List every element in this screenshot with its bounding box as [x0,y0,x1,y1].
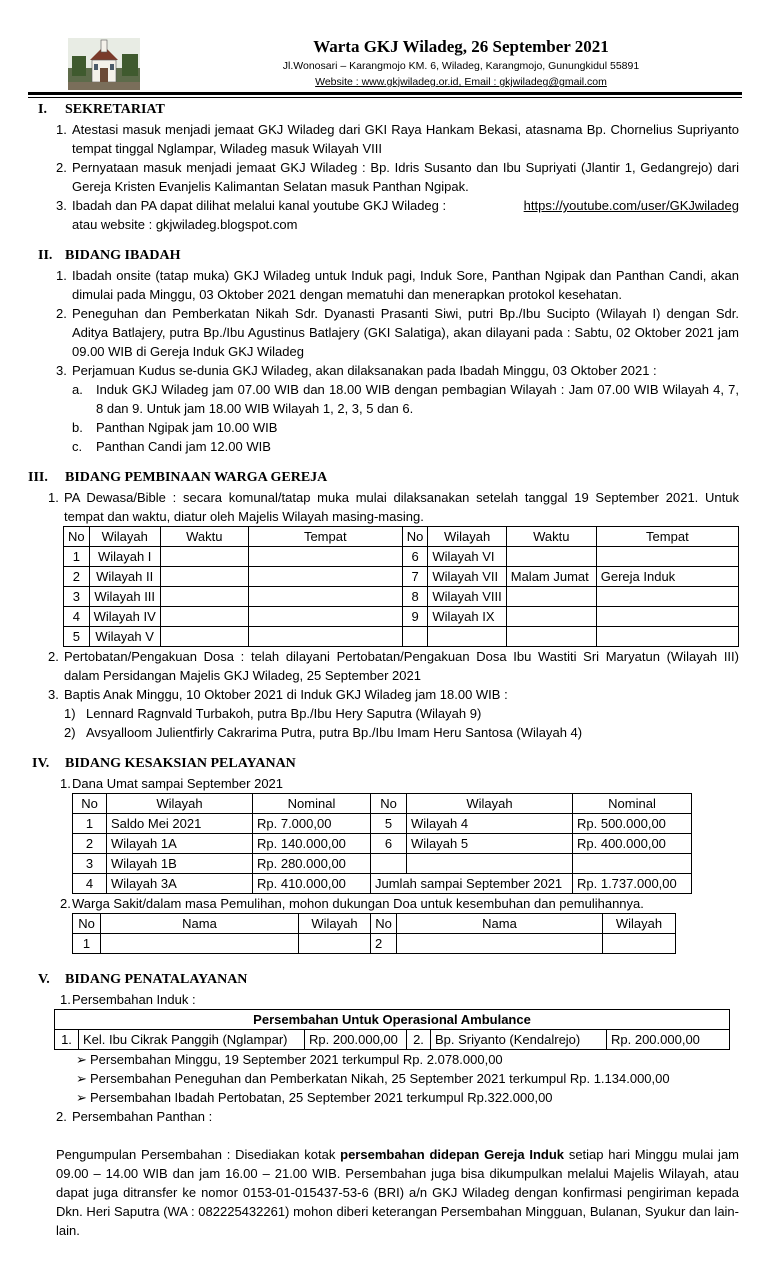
table-header-row: Persembahan Untuk Operasional Ambulance [55,1010,730,1030]
website-link[interactable]: Website : www.gkjwiladeg.or.id [315,76,459,88]
warga-sakit-table [72,913,676,954]
list-item: ➢ Persembahan Ibadah Pertobatan, 25 September 2021 terkumpul Rp.322.000,00 [76,1090,553,1105]
closing-paragraph: Pengumpulan Persembahan : Disediakan kotak persembahan didepan Gereja Induk setiap hari Minggu mulai jam 09.00 – 14.00 WIB dan jam 16.00 – 21.00 WIB. Persembahan juga bisa dikumpulkan melalui Majelis Wilayah, atau dapat juga ditransfer ke nomor 0153-01-015437-53-6 (BRI) a/n GKJ Wiladeg dengan konfirmasi pengiriman kepada Dkn. Heri Saputra (WA : 082225432261) mohon diberi keterangan Persembahan Mingguan, Bulanan, Syukur dan lain-lain. [56,1147,740,1238]
church-address: Jl.Wonosari – Karangmojo KM. 6, Wiladeg, Karangmojo, Gunungkidul 55891 [282,60,640,72]
section-heading-2: II. BIDANG IBADAH [38,248,181,263]
list-item: 3. Baptis Anak Minggu, 10 Oktober 2021 di Induk GKJ Wiladeg jam 18.00 WIB : [48,687,508,702]
list-item: ➢ Persembahan Peneguhan dan Pemberkatan Nikah, 25 September 2021 terkumpul Rp. 1.134.000,00 [76,1071,670,1086]
table-row: 3 Wilayah III 8 Wilayah VIII [64,587,739,607]
table-row: 2 Wilayah 1A Rp. 140.000,00 6 Wilayah 5 Rp. 400.000,00 [73,834,692,854]
section-heading-4: IV. BIDANG KESAKSIAN PELAYANAN [32,756,296,771]
total-value: Rp. 1.737.000,00 [573,874,692,894]
section-heading-5: V. BIDANG PENATALAYANAN [38,972,248,987]
table-row: 1 Wilayah I 6 Wilayah VI [64,547,739,567]
letterhead [68,36,740,92]
table-row: 4 Wilayah IV 9 Wilayah IX [64,607,739,627]
pa-schedule-table [63,526,739,647]
list-item: 3. Perjamuan Kudus se-dunia GKJ Wiladeg, akan dilaksanakan pada Ibadah Minggu, 03 Oktober 2021 : [56,363,657,378]
sub-list-item: c. Panthan Candi jam 12.00 WIB [72,439,271,454]
list-item: 2. Peneguhan dan Pemberkatan Nikah Sdr. Dyanasti Prasanti Siwi, putri Bp./Ibu Sucipto (Wilayah I) dengan Sdr. Aditya Batlajery, putra Bp./Ibu Agustinus Batlajery (GKI Salatiga), akan dilayani pada : Sabtu, 02 Oktober 2021 jam 09.00 WIB di Gereja Induk GKJ Wiladeg [56,306,739,359]
list-item: 1. Atestasi masuk menjadi jemaat GKJ Wiladeg dari GKI Raya Hankam Bekasi, atasnama Bp. Chornelius Supriyanto tempat tinggal Nglampar, Wiladeg masuk Wilayah VIII [56,122,739,156]
sub-list-item: 1) Lennard Ragnvald Turbakoh, putra Bp./Ibu Hery Saputra (Wilayah 9) [64,706,482,721]
sub-list-item: 2) Avsyalloom Julientfirly Cakrarima Putra, putra Bp./Ibu Imam Heru Santosa (Wilayah 4) [64,725,583,740]
sub-list-item: b. Panthan Ngipak jam 10.00 WIB [72,420,278,435]
table-row: 5 Wilayah V [64,627,739,647]
list-item: 1. PA Dewasa/Bible : secara komunal/tatap muka mulai dilaksanakan setelah tanggal 19 September 2021. Untuk tempat dan waktu, diatur oleh Majelis Wilayah masing-masing. [48,490,739,524]
contact-links: Website : www.gkjwiladeg.or.id, Email : gkjwiladeg@gmail.com [315,76,607,88]
table-row: 1. Kel. Ibu Cikrak Panggih (Nglampar) Rp. 200.000,00 2. Bp. Sriyanto (Kendalrejo) Rp. 200.000,00 [55,1030,730,1050]
ambulance-offering-table [54,1009,730,1050]
bulletin-body [0,100,777,1240]
list-item: 1. Ibadah onsite (tatap muka) GKJ Wiladeg untuk Induk pagi, Induk Sore, Panthan Ngipak dan Panthan Candi, akan dimulai pada Minggu, 03 Oktober 2021 dengan mematuhi dan menerapkan protokol kesehatan. [56,268,739,302]
list-item: 1. Dana Umat sampai September 2021 [60,776,284,791]
table-header-row: No Wilayah Waktu Tempat No Wilayah Waktu Tempat [64,527,739,547]
table-row: 1 2 [73,934,676,954]
bulletin-title: Warta GKJ Wiladeg, 26 September 2021 [313,37,609,56]
table-header-row: No Wilayah Nominal No Wilayah Nominal [73,794,692,814]
list-item: 3. Ibadah dan PA dapat dilihat melalui kanal youtube GKJ Wiladeg : https://youtube.com/user/GKJwiladeg atau website : gkjwiladeg.blogspot.com [56,198,739,232]
email-link[interactable]: Email : gkjwiladeg@gmail.com [464,76,607,88]
church-logo [68,38,140,90]
list-item: 2. Pernyataan masuk menjadi jemaat GKJ Wiladeg : Bp. Idris Susanto dan Ibu Supriyati (Jlantir 1, Gedangrejo) dari Gereja Kristen Evanjelis Kalimantan Selatan masuk Panthan Ngipak. [56,160,739,194]
table-row: 4 Wilayah 3A Rp. 410.000,00 Jumlah sampai September 2021 Rp. 1.737.000,00 [73,874,692,894]
table-header-row: No Nama Wilayah No Nama Wilayah [73,914,676,934]
table-row: 3 Wilayah 1B Rp. 280.000,00 [73,854,692,874]
total-label: Jumlah sampai September 2021 [371,874,573,894]
table-row: 1 Saldo Mei 2021 Rp. 7.000,00 5 Wilayah 4 Rp. 500.000,00 [73,814,692,834]
sub-list-item: a. Induk GKJ Wiladeg jam 07.00 WIB dan 18.00 WIB dengan pembagian Wilayah : Jam 07.00 WIB Wilayah 4, 7, 8 dan 9. Untuk jam 18.00 WIB Wilayah 1, 2, 3, 5 dan 6. [72,382,739,416]
section-heading-1: I. SEKRETARIAT [38,102,165,117]
list-item: 2. Warga Sakit/dalam masa Pemulihan, mohon dukungan Doa untuk kesembuhan dan pemulihannya. [60,896,644,911]
section-heading-3: III. BIDANG PEMBINAAN WARGA GEREJA [28,470,328,485]
header-rule-thick [28,92,742,95]
header-rule-thin [28,97,742,98]
list-item: ➢ Persembahan Minggu, 19 September 2021 terkumpul Rp. 2.078.000,00 [76,1052,503,1067]
list-item: 2. Persembahan Panthan : [56,1109,213,1124]
youtube-link[interactable]: https://youtube.com/user/GKJwiladeg [523,198,739,213]
list-item: 1. Persembahan Induk : [60,992,196,1007]
table-row: 2 Wilayah II 7 Wilayah VII Malam Jumat Gereja Induk [64,567,739,587]
list-item: 2. Pertobatan/Pengakuan Dosa : telah dilayani Pertobatan/Pengakuan Dosa Ibu Wastiti Sri Maryatun (Wilayah III) dalam Persidangan Majelis GKJ Wiladeg, 25 September 2021 [48,649,739,683]
dana-umat-table [72,793,692,894]
